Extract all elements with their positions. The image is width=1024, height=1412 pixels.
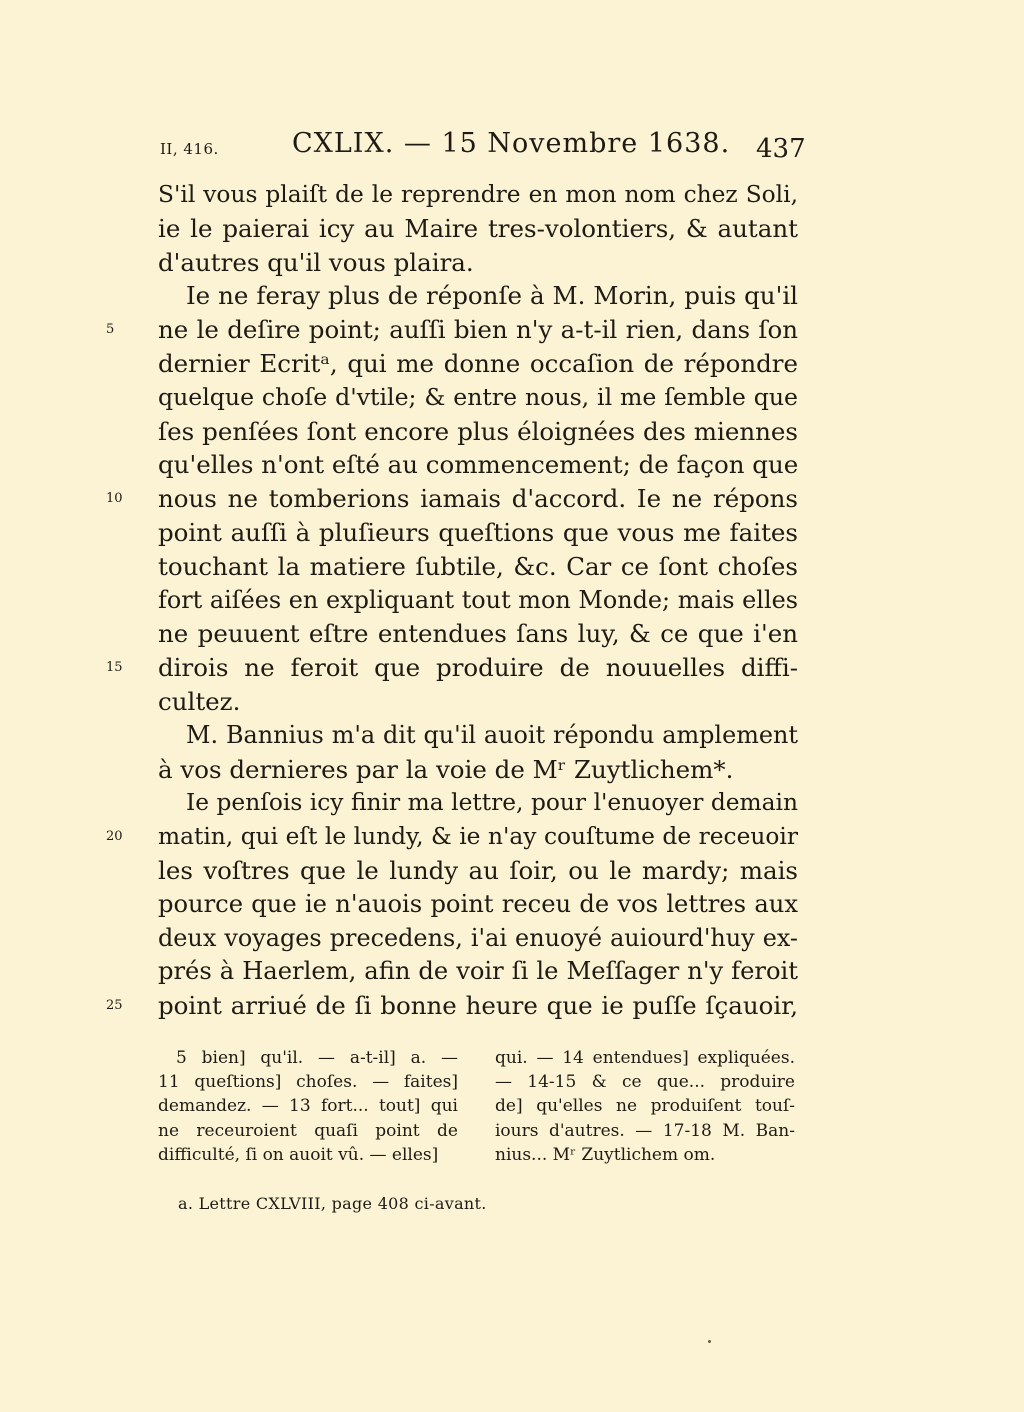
line-number: 5: [106, 322, 115, 338]
variant-line: 11 queſtions] choſes. — faites]: [158, 1072, 458, 1093]
variant-line: qui. — 14 entendues] expliquées.: [495, 1048, 795, 1068]
body-line: [158, 347, 798, 381]
body-line: [158, 685, 798, 719]
body-line: [158, 955, 798, 989]
header-reference: II, 416.: [160, 140, 219, 158]
body-line-text: à vos dernieres par la voie de Mʳ Zuytlichem*.: [158, 754, 734, 784]
body-line-text: S'il vous plaiſt de le reprendre en mon nom chez Soli,: [158, 181, 798, 208]
body-line: [158, 516, 798, 550]
body-line-text: les voſtres que le lundy au ſoir, ou le mardy; mais: [158, 855, 798, 885]
body-line: [158, 246, 798, 280]
body-line-text: prés à Haerlem, afin de voir ſi le Meſſager n'y feroit: [158, 957, 798, 986]
body-line: [106, 651, 798, 685]
body-line: [158, 753, 798, 787]
body-line-text: nous ne tomberions iamais d'accord. Ie ne répons: [158, 484, 798, 514]
body-line-text: ſes penſées ſont encore plus éloignées des miennes: [158, 416, 798, 446]
footnote: a. Lettre CXLVIII, page 408 ci-avant.: [178, 1194, 487, 1213]
body-line-text: deux voyages precedens, i'ai enuoyé auiourd'huy ex-: [158, 923, 798, 952]
body-line-text: dirois ne feroit que produire de nouuelles diffi-: [158, 653, 798, 683]
variant-line: difficulté, ſi on auoit vû. — elles]: [158, 1144, 439, 1165]
body-line: [158, 448, 798, 482]
line-number: 15: [106, 660, 123, 676]
body-line: [106, 989, 798, 1023]
body-line: [106, 820, 798, 854]
variant-line: 5 bien] qu'il. — a-t-il] a. —: [176, 1048, 458, 1068]
body-line: [158, 381, 798, 415]
body-line-text: ne peuuent eſtre entendues ſans luy, & ce que i'en: [158, 619, 798, 649]
body-line-text: ie le paierai icy au Maire tres-volontiers, & autant: [158, 213, 798, 243]
body-line-text: dernier Ecritᵃ, qui me donne occaſion de répondre: [158, 348, 798, 378]
line-number: 10: [106, 491, 123, 507]
body-line: [158, 415, 798, 449]
running-header: [0, 128, 1024, 172]
body-line: [158, 584, 798, 618]
variant-line: ne receuroient quaſi point de: [158, 1120, 458, 1141]
body-line-text: cultez.: [158, 686, 241, 716]
body-line: [158, 719, 798, 753]
body-line-text: fort aiſées en expliquant tout mon Monde; mais elles: [158, 585, 798, 614]
variant-line: de] qu'elles ne produiſent touſ-: [495, 1096, 795, 1117]
body-line-text: ne le deſire point; auſſi bien n'y a-t-il rien, dans ſon: [158, 315, 798, 345]
body-line-text: Ie penſois icy finir ma lettre, pour l'enuoyer demain: [186, 789, 798, 817]
body-line: [158, 854, 798, 888]
body-line-text: M. Bannius m'a dit qu'il auoit répondu amplement: [186, 720, 798, 749]
body-line: [158, 617, 798, 651]
variants-left-column: [158, 1046, 458, 1167]
body-line: [158, 212, 798, 246]
body-line: [158, 178, 798, 212]
body-line-text: point arriué de ſi bonne heure que ie puſſe ſçauoir,: [158, 991, 798, 1021]
body-line-text: Ie ne feray plus de réponſe à M. Morin, puis qu'il: [186, 281, 798, 311]
variants-right-column: [495, 1046, 795, 1167]
variant-readings: [158, 1046, 798, 1176]
body-line-text: d'autres qu'il vous plaira.: [158, 247, 474, 277]
body-line-text: matin, qui eſt le lundy, & ie n'ay couſtume de receuoir: [158, 823, 798, 851]
letter-body: [106, 178, 799, 1023]
line-number: 25: [106, 998, 123, 1014]
line-number: 20: [106, 829, 123, 845]
body-line: [158, 279, 798, 313]
variant-line: iours d'autres. — 17-18 M. Ban-: [495, 1120, 795, 1141]
page-number: 437: [756, 134, 806, 164]
body-line: [158, 786, 798, 820]
body-line-text: qu'elles n'ont eſté au commencement; de façon que: [158, 450, 799, 480]
speck-mark: [708, 1340, 711, 1343]
body-line: [158, 888, 798, 922]
variant-line: nius... Mʳ Zuytlichem om.: [495, 1144, 716, 1165]
body-line: [158, 922, 798, 956]
body-line: [106, 482, 798, 516]
variant-line: demandez. — 13 fort... tout] qui: [158, 1096, 458, 1117]
header-title: CXLIX. — 15 Novembre 1638.: [292, 128, 731, 159]
body-line-text: touchant la matiere ſubtile, &c. Car ce ſont choſes: [158, 551, 798, 581]
body-line-text: quelque choſe d'vtile; & entre nous, il me ſemble que: [158, 382, 798, 411]
body-line-text: point auſſi à pluſieurs queſtions que vous me faites: [158, 517, 798, 547]
variant-line: — 14-15 & ce que... produire: [495, 1072, 795, 1093]
body-line-text: pource que ie n'auois point receu de vos lettres aux: [158, 889, 798, 918]
body-line: [106, 313, 798, 347]
body-line: [158, 550, 798, 584]
